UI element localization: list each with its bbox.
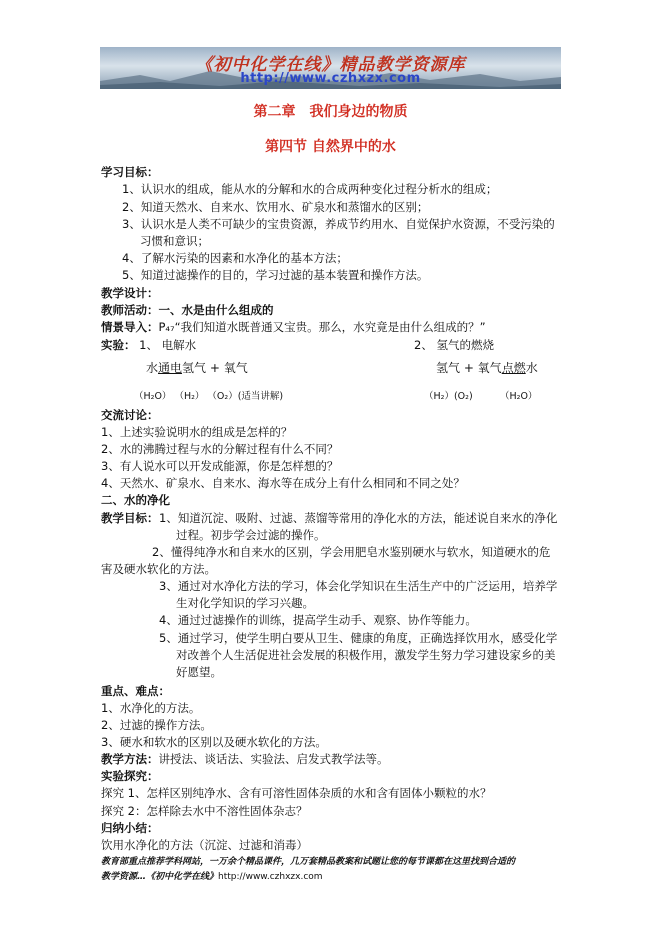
- objective-item: 1、认识水的组成，能从水的分解和水的合成两种变化过程分析水的组成；: [122, 182, 498, 196]
- electrolysis-formula: （H₂O） （H₂） （O₂）(适当讲解): [134, 391, 284, 402]
- explore-item: 探究 1、怎样区别纯净水、含有可溶性固体杂质的水和含有固体小颗粒的水？: [101, 786, 492, 800]
- goal-line: 4、通过过滤操作的训练，提高学生动手、观察、协作等能力。: [159, 613, 477, 627]
- goal-line: 2、懂得纯净水和自来水的区别，学会用肥皂水鉴别硬水与软水，知道硬水的危: [152, 545, 551, 559]
- goal-line: 过程。初步学会过滤的操作。: [176, 528, 326, 542]
- objective-item: 5、知道过滤操作的目的，学习过滤的基本装置和操作方法。: [122, 268, 429, 282]
- intro-label: 情景导入：: [101, 320, 159, 334]
- footer-line: 教育部重点推荐学科网站，一万余个精品课件，几万套精品教案和试题让您的每节课都在这里找到合适的: [101, 857, 516, 867]
- keypoints-heading: 重点、难点：: [101, 684, 170, 698]
- discussion-item: 4、天然水、矿泉水、自来水、海水等在成分上有什么相同和不同之处？: [101, 476, 465, 490]
- teacher-activity: [101, 302, 274, 318]
- discussion-item: 1、上述实验说明水的组成是怎样的？: [101, 425, 293, 439]
- footer-line-2: 教学资源…《初中化学在线》http://www.czhxzx.com: [101, 872, 323, 882]
- scene-intro: [101, 319, 486, 335]
- methods-text: 讲授法、谈话法、实验法、启发式教学法等。: [158, 752, 389, 766]
- goal-line: 生对化学知识的学习兴趣。: [176, 596, 314, 610]
- design-heading: 教学设计：: [101, 286, 159, 300]
- intro-text: P₄₇“我们知道水既普通又宝贵。那么，水究竟是由什么组成的？”: [158, 320, 486, 334]
- objective-item: 4、了解水污染的因素和水净化的基本方法；: [122, 251, 348, 265]
- footer-url[interactable]: http://www.czhxzx.com: [218, 872, 323, 882]
- condition-text: 通电: [158, 361, 183, 375]
- goal-line: 好愿望。: [176, 665, 222, 679]
- banner-title: 《初中化学在线》精品教学资源库: [195, 55, 466, 75]
- experiment-row: [101, 337, 196, 353]
- objective-item: 习惯和意识；: [140, 234, 209, 248]
- discussion-heading: 交流讨论：: [101, 408, 159, 422]
- methods-row: [101, 751, 389, 767]
- section-title: 第四节 自然界中的水: [265, 139, 396, 155]
- summary-text: 饮用水净化的方法（沉淀、过滤和消毒）: [101, 838, 308, 852]
- keypoint-item: 3、硬水和软水的区别以及硬水软化的方法。: [101, 735, 327, 749]
- banner-url[interactable]: http://www.czhxzx.com: [240, 71, 421, 86]
- keypoint-item: 1、水净化的方法。: [101, 701, 201, 715]
- header-banner: [100, 47, 561, 89]
- explore-item: 探究 2：怎样除去水中不溶性固体杂志？: [101, 804, 308, 818]
- goals-label: 教学目标：: [101, 511, 159, 525]
- methods-label: 教学方法：: [101, 752, 159, 766]
- combustion-formula-product: （H₂O）: [500, 391, 538, 402]
- goal-line: 对改善个人生活促进社会发展的积极作用，激发学生努力学习建设家乡的美: [176, 648, 556, 662]
- keypoint-item: 2、过滤的操作方法。: [101, 718, 212, 732]
- goal-line: 3、通过对水净化方法的学习，体会化学知识在生活生产中的广泛运用，培养学: [159, 579, 558, 593]
- purify-heading: 二、水的净化: [101, 493, 170, 507]
- goal-line: 害及硬水软化的方法。: [101, 562, 216, 576]
- summary-heading: 归纳小结：: [101, 821, 159, 835]
- combustion-formula-reactants: （H₂）(O₂): [424, 391, 473, 402]
- discussion-item: 2、水的沸腾过程与水的分解过程有什么不同？: [101, 442, 339, 456]
- objective-item: 3、认识水是人类不可缺少的宝贵资源，养成节约用水、自觉保护水资源，不受污染的: [122, 217, 555, 231]
- chapter-title: 第二章 我们身边的物质: [253, 104, 408, 120]
- condition-text: 点燃: [501, 361, 526, 375]
- experiment-left-item: 1、 电解水: [139, 338, 197, 352]
- goal-line: 1、知道沉淀、吸附、过滤、蒸馏等常用的净化水的方法，能述说自来水的净化: [159, 511, 558, 525]
- goal-line: 5、通过学习，使学生明白要从卫生、健康的角度，正确选择饮用水，感受化学: [159, 631, 558, 645]
- activity-label: 教师活动：: [101, 303, 159, 317]
- activity-text: 一、水是由什么组成的: [158, 303, 274, 317]
- objective-item: 2、知道天然水、自来水、饮用水、矿泉水和蒸馏水的区别；: [122, 200, 429, 214]
- explore-heading: 实验探究：: [101, 769, 159, 783]
- electrolysis-equation: 水通电氢气 + 氧气: [146, 361, 248, 375]
- experiment-right-item: 2、 氢气的燃烧: [414, 338, 494, 352]
- discussion-item: 3、有人说水可以开发成能源，你是怎样想的？: [101, 459, 339, 473]
- objectives-heading: 学习目标：: [101, 165, 159, 179]
- experiment-label: 实验：: [101, 338, 136, 352]
- combustion-equation: 氢气 + 氧气点燃水: [436, 361, 538, 375]
